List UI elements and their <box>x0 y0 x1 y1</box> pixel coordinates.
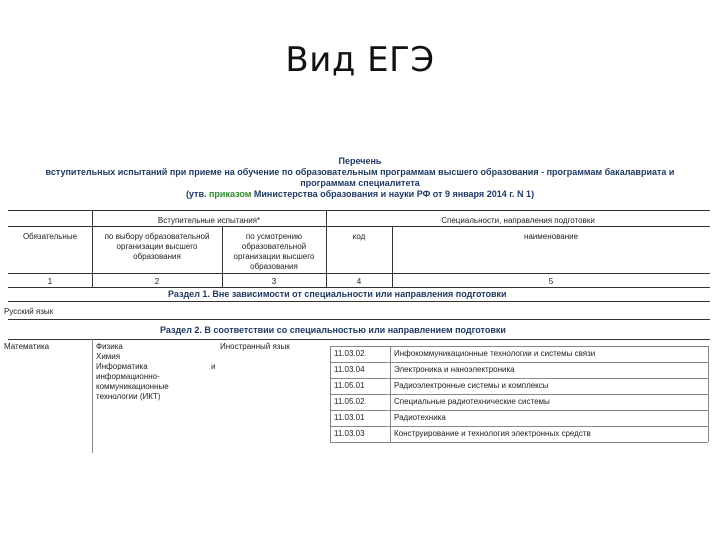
choice-subject: коммуникационные <box>96 382 169 391</box>
col-number-2: 2 <box>154 277 160 286</box>
col-header-by-choice: по выбору образовательной организации высшего образования <box>104 232 210 261</box>
col-header-at-discretion: по усмотрению образовательной организации высшего образования <box>233 232 315 271</box>
specialty-name: Радиоэлектронные системы и комплексы <box>394 381 549 390</box>
group-header-specialties: Специальности, направления подготовки <box>441 216 595 225</box>
num-row-bottom-line <box>8 287 710 288</box>
spec-row-line <box>330 362 708 363</box>
specialty-code: 11.05.01 <box>334 381 365 390</box>
specialty-name: Инфокоммуникационные технологии и системы связи <box>394 349 596 358</box>
specialty-code: 11.03.04 <box>334 365 365 374</box>
order-prefix: (утв. <box>185 189 209 199</box>
slide-title: Вид ЕГЭ <box>285 40 435 80</box>
col-header-name: наименование <box>523 232 579 241</box>
document-subheading-2: программам специалитета <box>300 178 420 188</box>
choice-subject: информационно- <box>96 372 160 381</box>
specialty-code: 11.05.02 <box>334 397 365 406</box>
russian-language: Русский язык <box>4 307 54 316</box>
choice-subject: Информатика <box>96 362 148 371</box>
order-link[interactable]: приказом <box>209 189 252 199</box>
col-number-3: 3 <box>271 277 277 286</box>
body-divider-1 <box>92 339 93 453</box>
order-suffix: Министерства образования и науки РФ от 9 января 2014 г. N 1) <box>251 189 535 199</box>
specialty-name: Электроника и наноэлектроника <box>394 365 515 374</box>
mandatory-subject: Математика <box>4 342 50 351</box>
spec-row-line <box>330 394 708 395</box>
discretion-subject: Иностранный язык <box>220 342 290 351</box>
specialty-code: 11.03.02 <box>334 349 365 358</box>
specialty-name: Конструирование и технология электронных средств <box>394 429 591 438</box>
section1-bottom-line <box>8 301 710 302</box>
choice-subject: технологии (ИКТ) <box>96 392 161 401</box>
section-2-title: Раздел 2. В соответствии со специальностью или направлением подготовки <box>160 325 506 335</box>
header-divider <box>8 226 710 227</box>
col-header-mandatory: Обязательные <box>22 232 78 241</box>
section2-bottom-line <box>8 339 710 340</box>
spec-row-line <box>330 426 708 427</box>
spec-row-line <box>330 378 708 379</box>
section-1-title: Раздел 1. Вне зависимости от специальности или направления подготовки <box>168 289 507 299</box>
group-header-exams: Вступительные испытания* <box>157 216 261 225</box>
header-bottom-line <box>8 273 710 274</box>
document-subheading: вступительных испытаний при приеме на обучение по образовательным программам высшего образования - программам бакалавриата и <box>45 167 675 177</box>
col-header-code: код <box>352 232 366 241</box>
body-divider-right <box>708 346 709 442</box>
table-top-line <box>8 210 710 211</box>
choice-conjunction: и <box>211 362 216 371</box>
specialty-name: Специальные радиотехнические системы <box>394 397 550 406</box>
col-number-1: 1 <box>47 277 53 286</box>
choice-subject: Химия <box>96 352 121 361</box>
order-reference <box>0 189 720 200</box>
specialty-code: 11.03.03 <box>334 429 365 438</box>
spec-row-line <box>330 442 708 443</box>
col-number-5: 5 <box>548 277 554 286</box>
specialty-code: 11.03.01 <box>334 413 365 422</box>
choice-subject: Физика <box>96 342 123 351</box>
russian-row-bottom-line <box>8 319 710 320</box>
spec-row-line <box>330 410 708 411</box>
document-scan <box>0 156 720 456</box>
document-heading: Перечень <box>338 156 382 166</box>
spec-row-line <box>330 346 708 347</box>
col-number-4: 4 <box>356 277 362 286</box>
specialty-name: Радиотехника <box>394 413 446 422</box>
